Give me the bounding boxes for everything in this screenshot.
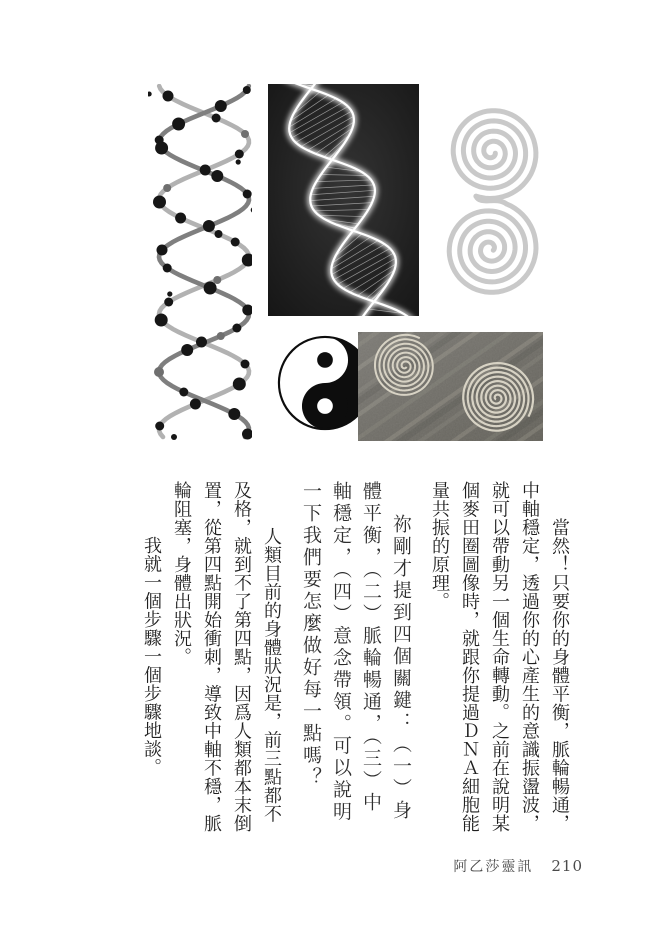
paragraph-question: 祢剛才提到四個關鍵：（一）身體平衡，（二）脈輪暢通，（三）中軸穩定，（四）意念帶領。可以說明一下我們要怎麼做好每一點嗎？ [300,481,412,824]
paragraph-answer-1: 當然！只要你的身體平衡，脈輪暢通，中軸穩定，透過你的心產生的意識振盪波，就可以帶動另一個生命轉動。之前在說明某個麥田圈圖像時，就跟你提過ＤＮＡ細胞能量共振的原理。 [430,481,570,833]
dna-photo [268,84,419,316]
body-text [137,481,575,833]
paragraph-answer-2: 人類目前的身體狀況是，前三點都不及格，就到不了第四點，因爲人類都本末倒置，從第四點開始衝刺，導致中軸不穩，脈輪阻塞，身體出狀況。 [172,481,282,833]
page-number: 210 [551,857,583,875]
book-title: 阿乙莎靈訊 [453,860,534,875]
double-spiral-glyph [437,103,549,297]
page-footer [453,856,583,876]
paragraph-answer-3: 我就一個步驟一個步驟地談。 [142,536,162,777]
dna-helix-illustration [148,84,252,440]
crop-circle-photo [358,332,543,441]
